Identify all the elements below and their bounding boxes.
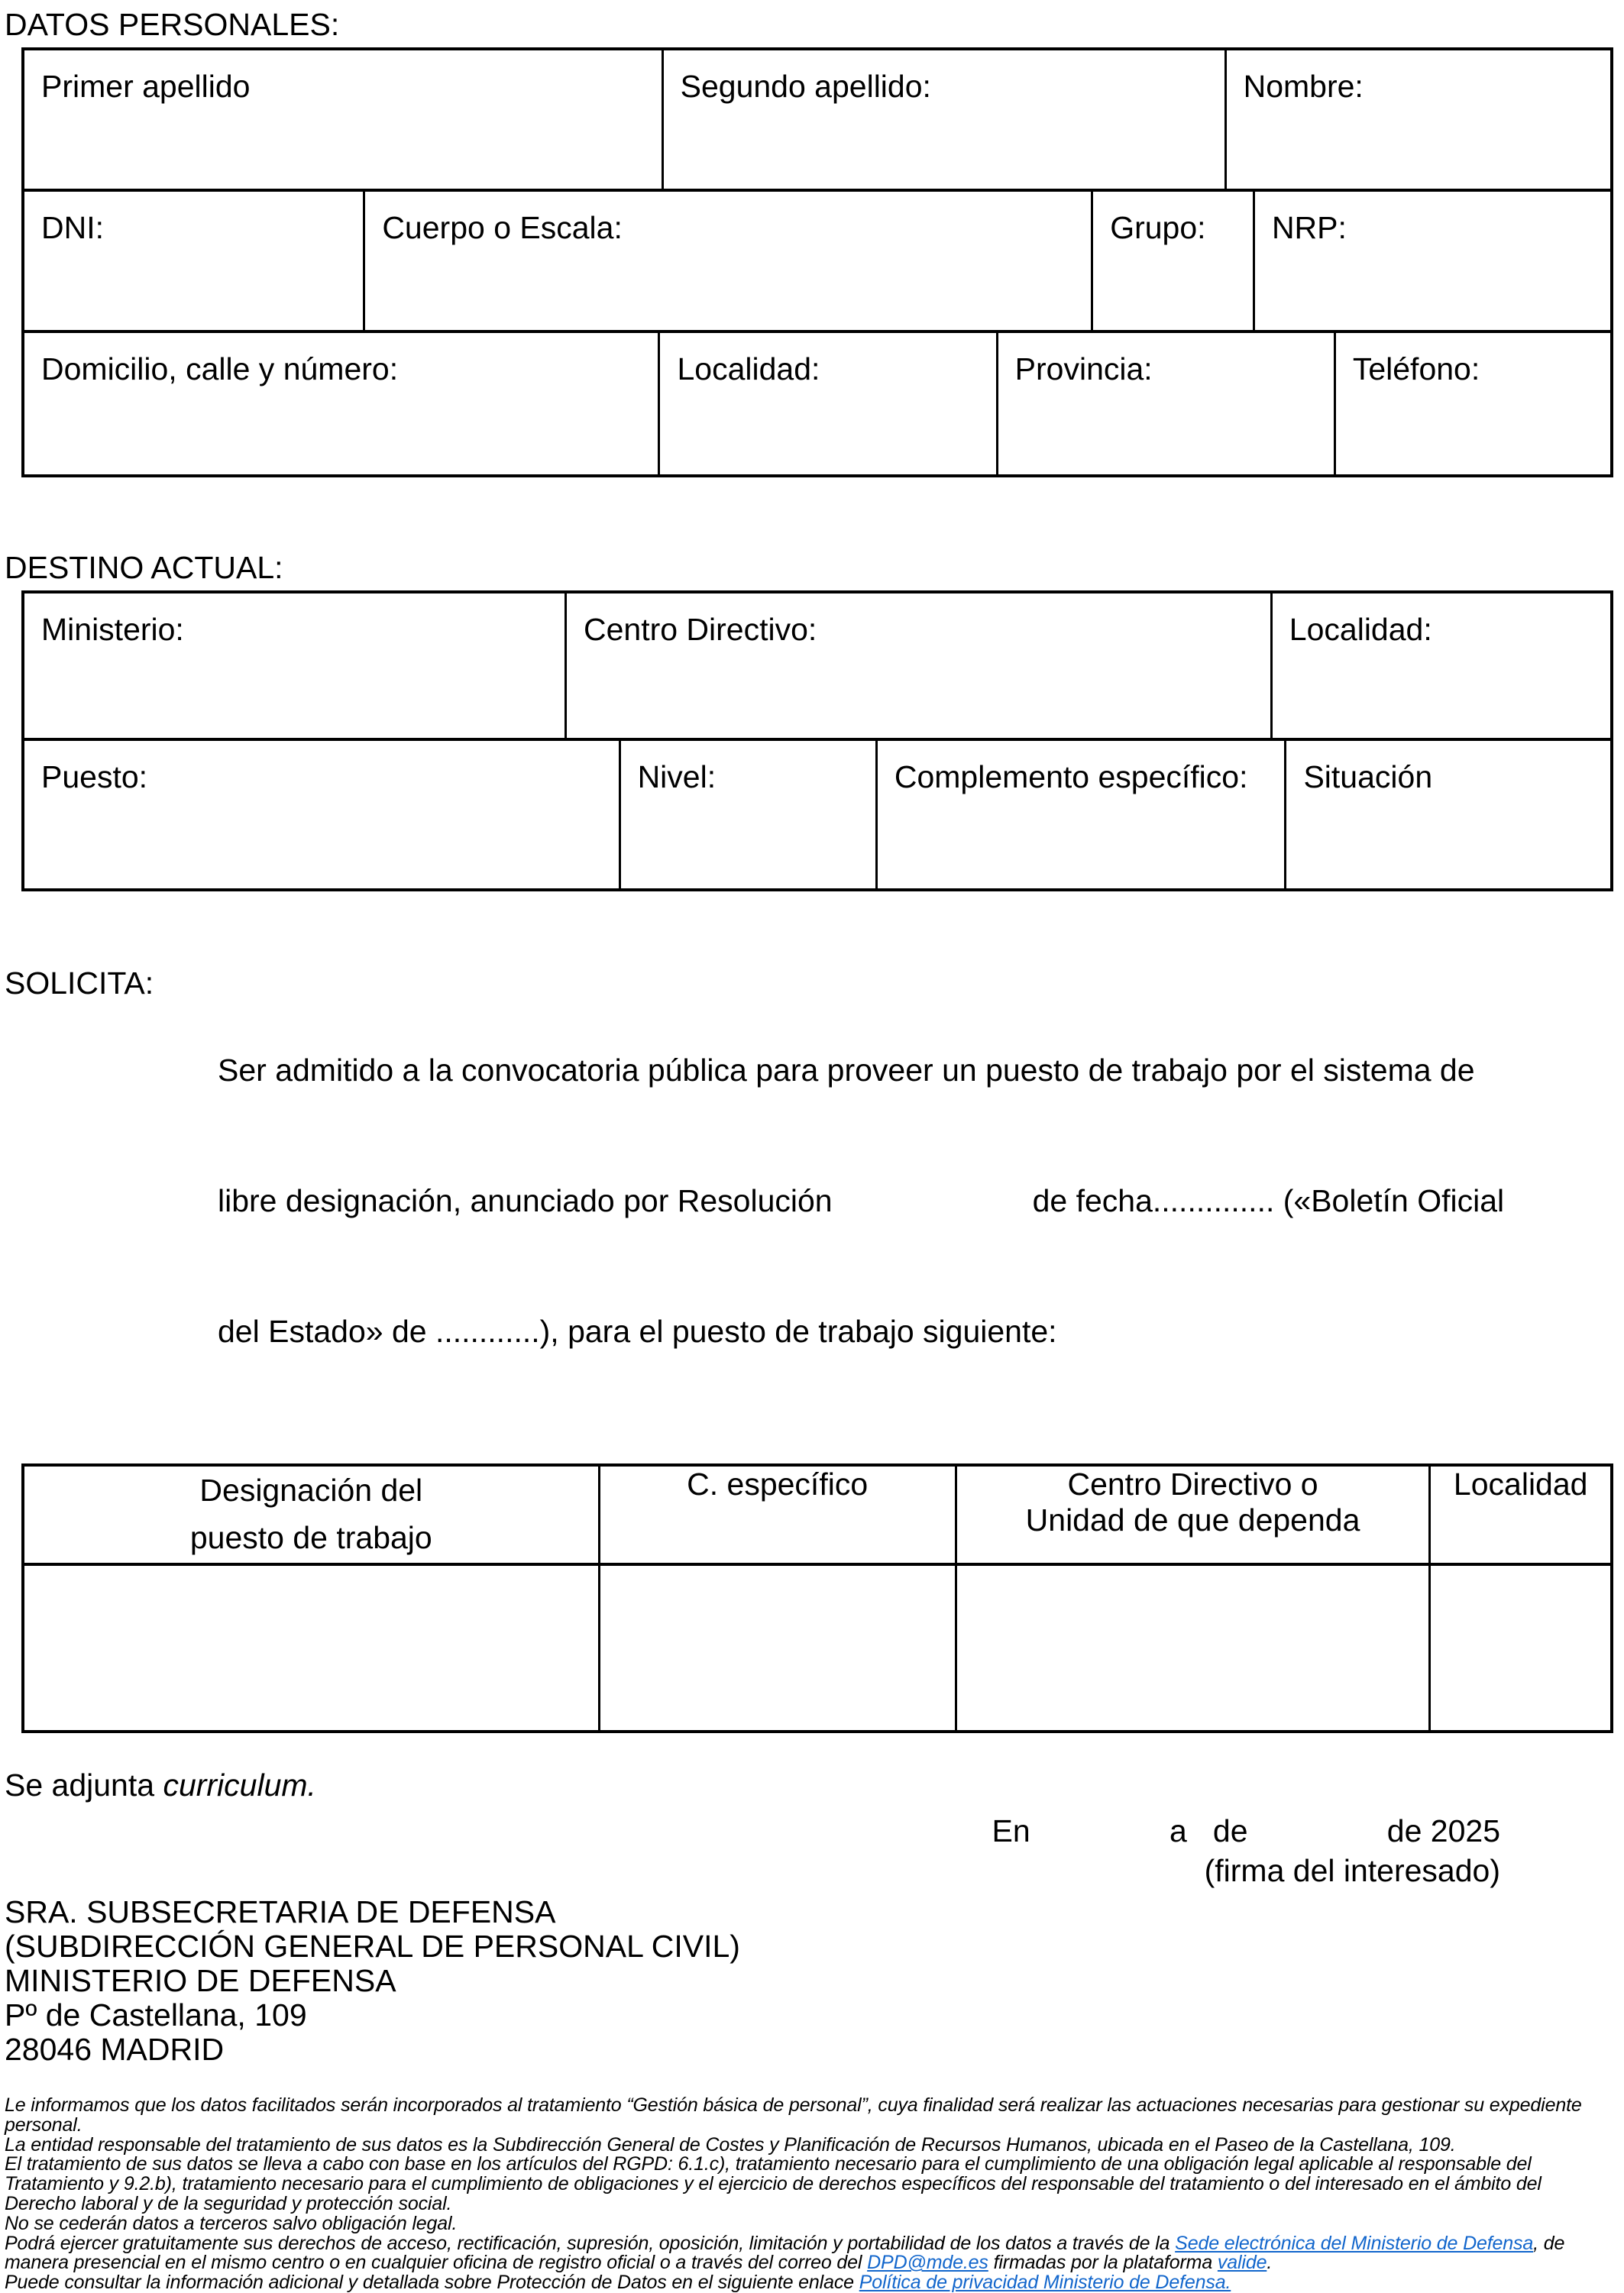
privacy-line bbox=[5, 2175, 1619, 2194]
field-label: Cuerpo o Escala: bbox=[382, 210, 623, 245]
solicita-line3: del Estado» de ............), para el puesto de trabajo siguiente: bbox=[218, 1314, 1057, 1349]
table-body-row bbox=[24, 1566, 1610, 1730]
adjunta-text: Se adjunta bbox=[5, 1767, 163, 1803]
field-dni bbox=[24, 192, 365, 330]
field-label: Complemento específico: bbox=[894, 759, 1248, 794]
field-label: Situación bbox=[1303, 759, 1433, 794]
input-localidad bbox=[1431, 1566, 1610, 1730]
field-label: NRP: bbox=[1271, 210, 1347, 245]
header-line: Localidad bbox=[1453, 1467, 1588, 1502]
destino-actual-table bbox=[21, 590, 1613, 891]
recipient-address bbox=[5, 1895, 1619, 2067]
privacy-line bbox=[5, 2214, 1619, 2234]
header-centro-directivo bbox=[957, 1467, 1432, 1563]
field-complemento bbox=[878, 741, 1287, 888]
datos-personales-title: DATOS PERSONALES: bbox=[5, 7, 340, 42]
privacy-text: Puede consultar la información adicional y detallada sobre Protección de Datos en el siguiente enlace bbox=[5, 2272, 859, 2293]
field-primer-apellido bbox=[24, 50, 664, 189]
adjunta-line bbox=[5, 1767, 1619, 1803]
privacy-link[interactable]: valide bbox=[1217, 2252, 1267, 2274]
date-line: En a de de 2025 bbox=[992, 1813, 1500, 1848]
address-line: (SUBDIRECCIÓN GENERAL DE PERSONAL CIVIL) bbox=[5, 1929, 740, 1964]
privacy-text: Tratamiento y 9.2.b), tratamiento necesario para el cumplimiento de obligaciones y el ejercicio de derechos específicos del responsable del tratamiento o del interesado en el ámbito del bbox=[5, 2173, 1542, 2195]
table-header-row bbox=[24, 1467, 1610, 1566]
signature-line: (firma del interesado) bbox=[1204, 1853, 1500, 1888]
privacy-notice bbox=[5, 2096, 1619, 2293]
field-label: Provincia: bbox=[1014, 351, 1153, 386]
field-puesto bbox=[24, 741, 621, 888]
field-label: Centro Directivo: bbox=[583, 612, 817, 647]
address-line: Pº de Castellana, 109 bbox=[5, 1997, 307, 2033]
field-label: Primer apellido bbox=[41, 69, 251, 104]
privacy-text: personal. bbox=[5, 2114, 82, 2136]
table-row bbox=[24, 333, 1610, 474]
field-provincia bbox=[998, 333, 1336, 474]
privacy-link[interactable]: DPD@mde.es bbox=[867, 2252, 988, 2274]
header-line: puesto de trabajo bbox=[189, 1520, 432, 1555]
destino-actual-title: DESTINO ACTUAL: bbox=[5, 550, 283, 585]
header-line: C. específico bbox=[687, 1467, 869, 1502]
privacy-text: La entidad responsable del tratamiento de sus datos es la Subdirección General de Costes y Planificación de Recursos Humanos, ubicada en el Paseo de la Castellana, 109. bbox=[5, 2133, 1456, 2156]
field-cuerpo-escala bbox=[365, 192, 1093, 330]
solicita-line1: Ser admitido a la convocatoria pública para proveer un puesto de trabajo por el sistema de bbox=[218, 1053, 1475, 1088]
field-label: Nivel: bbox=[637, 759, 717, 794]
table-row bbox=[24, 741, 1610, 888]
header-localidad bbox=[1431, 1467, 1610, 1563]
date-signature-block bbox=[5, 1811, 1619, 1890]
input-designacion bbox=[24, 1566, 600, 1730]
datos-personales-table bbox=[21, 47, 1613, 477]
privacy-link[interactable]: Sede electrónica del Ministerio de Defensa bbox=[1175, 2232, 1534, 2254]
table-row bbox=[24, 50, 1610, 192]
field-telefono bbox=[1336, 333, 1610, 474]
table-row bbox=[24, 593, 1610, 741]
field-nombre bbox=[1227, 50, 1610, 189]
field-grupo bbox=[1093, 192, 1255, 330]
privacy-line bbox=[5, 2155, 1619, 2175]
field-label: DNI: bbox=[41, 210, 104, 245]
privacy-text: manera presencial en el mismo centro o en cualquier oficina de registro oficial o a través del correo del bbox=[5, 2252, 868, 2274]
field-nivel bbox=[621, 741, 878, 888]
input-centro-directivo bbox=[957, 1566, 1432, 1730]
address-line: SRA. SUBSECRETARIA DE DEFENSA bbox=[5, 1894, 556, 1929]
privacy-text: No se cederán datos a terceros salvo obligación legal. bbox=[5, 2212, 458, 2234]
solicita-text bbox=[218, 962, 1504, 1441]
privacy-text: Podrá ejercer gratuitamente sus derechos de acceso, rectificación, supresión, oposición, limitación y portabilidad de los datos a través de la bbox=[5, 2232, 1176, 2254]
privacy-text: El tratamiento de sus datos se lleva a cabo con base en los artículos del RGPD: 6.1.c), tratamiento necesario para el cumplimiento de una obligación legal aplicable al responsable del bbox=[5, 2153, 1532, 2175]
address-line: 28046 MADRID bbox=[5, 2032, 225, 2067]
field-label: Puesto: bbox=[41, 759, 148, 794]
header-designacion bbox=[24, 1467, 600, 1563]
privacy-line bbox=[5, 2273, 1619, 2293]
input-c-especifico bbox=[600, 1566, 957, 1730]
privacy-link[interactable]: Política de privacidad Ministerio de Defensa. bbox=[859, 2272, 1231, 2293]
field-label: Domicilio, calle y número: bbox=[41, 351, 399, 386]
adjunta-curriculum: curriculum. bbox=[163, 1767, 316, 1803]
puesto-solicitado-table bbox=[21, 1463, 1613, 1733]
field-centro-directivo bbox=[567, 593, 1273, 738]
address-line: MINISTERIO DE DEFENSA bbox=[5, 1963, 396, 1998]
field-localidad bbox=[660, 333, 998, 474]
header-line: Unidad de que dependa bbox=[1025, 1502, 1360, 1538]
privacy-line bbox=[5, 2133, 1619, 2156]
privacy-text: . bbox=[1267, 2252, 1273, 2274]
field-label: Teléfono: bbox=[1352, 351, 1480, 386]
header-line: Designación del bbox=[199, 1473, 423, 1508]
field-label: Localidad: bbox=[1289, 612, 1432, 647]
field-label: Grupo: bbox=[1110, 210, 1206, 245]
field-label: Ministerio: bbox=[41, 612, 184, 647]
privacy-text: firmadas por la plataforma bbox=[988, 2252, 1218, 2274]
solicita-block bbox=[5, 962, 1619, 1441]
privacy-line bbox=[5, 2096, 1619, 2116]
field-segundo-apellido bbox=[664, 50, 1227, 189]
header-line: Centro Directivo o bbox=[1067, 1467, 1318, 1502]
privacy-line bbox=[5, 2234, 1619, 2254]
privacy-line bbox=[5, 2253, 1619, 2273]
field-label: Nombre: bbox=[1243, 69, 1364, 104]
privacy-text: , de bbox=[1533, 2232, 1565, 2254]
field-ministerio bbox=[24, 593, 567, 738]
table-row bbox=[24, 192, 1610, 333]
field-domicilio bbox=[24, 333, 660, 474]
privacy-text: Derecho laboral y de la seguridad y protección social. bbox=[5, 2192, 452, 2214]
solicita-label: SOLICITA: bbox=[5, 965, 154, 1001]
field-nrp bbox=[1255, 192, 1610, 330]
field-label: Segundo apellido: bbox=[680, 69, 931, 104]
privacy-text: Le informamos que los datos facilitados serán incorporados al tratamiento “Gestión básica de personal”, cuya finalidad será realizar las actuaciones necesarias para gestionar su expediente bbox=[5, 2094, 1582, 2116]
solicita-line2: libre designación, anunciado por Resolución de fecha.............. («Boletín Oficial bbox=[218, 1183, 1505, 1218]
privacy-line bbox=[5, 2194, 1619, 2214]
privacy-line bbox=[5, 2116, 1619, 2136]
field-situacion bbox=[1286, 741, 1610, 888]
header-c-especifico bbox=[600, 1467, 957, 1563]
field-localidad-destino bbox=[1273, 593, 1610, 738]
field-label: Localidad: bbox=[677, 351, 820, 386]
